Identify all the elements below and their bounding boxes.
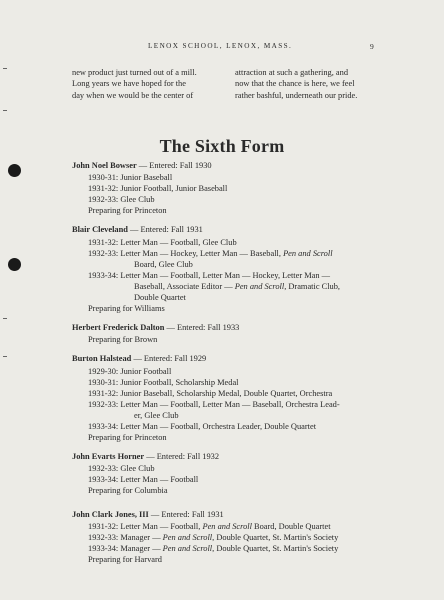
student-name: Burton Halstead — [72, 354, 132, 364]
running-head: LENOX SCHOOL, LENOX, MASS. — [148, 42, 293, 50]
binder-hole — [8, 258, 21, 271]
student-list — [72, 160, 392, 573]
activity-line: 1932-33: Glee Club — [88, 464, 155, 474]
activity-line-continued: Double Quartet — [134, 293, 186, 303]
entered-date: — Entered: Fall 1930 — [136, 161, 212, 170]
preparing-for: Preparing for Brown — [88, 335, 158, 345]
activity-line: 1931-32: Letter Man — Football, Pen and Scroll Board, Double Quartet — [88, 521, 331, 531]
activity-line: 1932-33: Manager — Pen and Scroll, Double Quartet, St. Martin's Society — [88, 532, 339, 542]
intro-right-column — [235, 67, 384, 101]
activity-line: 1930-31: Junior Football, Scholarship Medal — [88, 377, 239, 387]
student-entry — [72, 322, 392, 345]
activity-line: 1933-34: Manager — Pen and Scroll, Double Quartet, St. Martin's Society — [88, 543, 339, 553]
student-entry — [72, 353, 392, 443]
activity-line: 1932-33: Letter Man — Football, Letter Man — Baseball, Orchestra Lead- — [88, 399, 340, 409]
entered-date: — Entered: Fall 1931 — [148, 509, 224, 519]
page-number: 9 — [370, 42, 374, 51]
preparing-for: Preparing for Columbia — [88, 486, 168, 496]
activity-line: 1931-32: Junior Baseball, Scholarship Medal, Double Quartet, Orchestra — [88, 388, 333, 398]
entered-date: — Entered: Fall 1933 — [164, 323, 240, 333]
text-line: new product just turned out of a mill. — [72, 68, 197, 77]
activity-line: 1933-34: Letter Man — Football, Letter Man — Hockey, Letter Man — — [88, 270, 331, 280]
preparing-for: Preparing for Harvard — [88, 554, 162, 564]
edge-mark — [3, 356, 7, 357]
text-line: rather bashful, underneath our pride. — [235, 90, 358, 100]
activity-line: 1931-32: Letter Man — Football, Glee Club — [88, 237, 237, 247]
activity-line-continued: Board, Glee Club — [134, 259, 193, 269]
activity-line: 1932-33: Letter Man — Hockey, Letter Man — Baseball, Pen and Scroll — [88, 248, 333, 258]
activity-line: 1932-33: Glee Club — [88, 195, 155, 205]
entered-date: — Entered: Fall 1932 — [144, 452, 220, 462]
text-line: attraction at such a gathering, and — [235, 68, 349, 77]
preparing-for: Preparing for Williams — [88, 304, 165, 314]
student-entry — [72, 224, 392, 314]
activity-line: 1931-32: Junior Football, Junior Baseball — [88, 184, 228, 194]
text-line: day when we would be the center of — [72, 90, 194, 100]
text-line: now that the chance is here, we feel — [235, 79, 355, 89]
student-name: Blair Cleveland — [72, 225, 128, 235]
preparing-for: Preparing for Princeton — [88, 206, 167, 216]
activity-line: 1933-34: Letter Man — Football, Orchestra Leader, Double Quartet — [88, 421, 317, 431]
student-entry — [72, 451, 392, 496]
activity-line: 1929-30: Junior Football — [88, 366, 172, 376]
edge-mark — [3, 318, 7, 319]
edge-mark — [3, 110, 7, 111]
intro-paragraph — [72, 67, 384, 101]
student-name: Herbert Frederick Dalton — [72, 323, 165, 333]
activity-line: 1930-31: Junior Baseball — [88, 173, 173, 183]
student-entry — [72, 160, 392, 216]
intro-left-column — [72, 67, 221, 101]
binder-hole — [8, 164, 21, 177]
student-name: John Clark Jones, III — [72, 509, 149, 519]
text-line: Long years we have hoped for the — [72, 79, 186, 89]
activity-line: 1933-34: Letter Man — Football — [88, 475, 199, 485]
activity-line-continued: Baseball, Associate Editor — Pen and Scroll, Dramatic Club, — [134, 281, 341, 291]
preparing-for: Preparing for Princeton — [88, 433, 167, 443]
student-name: John Evarts Horner — [72, 452, 145, 462]
entered-date: — Entered: Fall 1931 — [127, 225, 203, 235]
entered-date: — Entered: Fall 1929 — [131, 354, 207, 364]
student-name: John Noel Bowser — [72, 161, 137, 170]
student-entry — [72, 509, 392, 565]
section-title: The Sixth Form — [159, 136, 285, 156]
activity-line-continued: er, Glee Club — [134, 410, 179, 420]
edge-mark — [3, 68, 7, 69]
